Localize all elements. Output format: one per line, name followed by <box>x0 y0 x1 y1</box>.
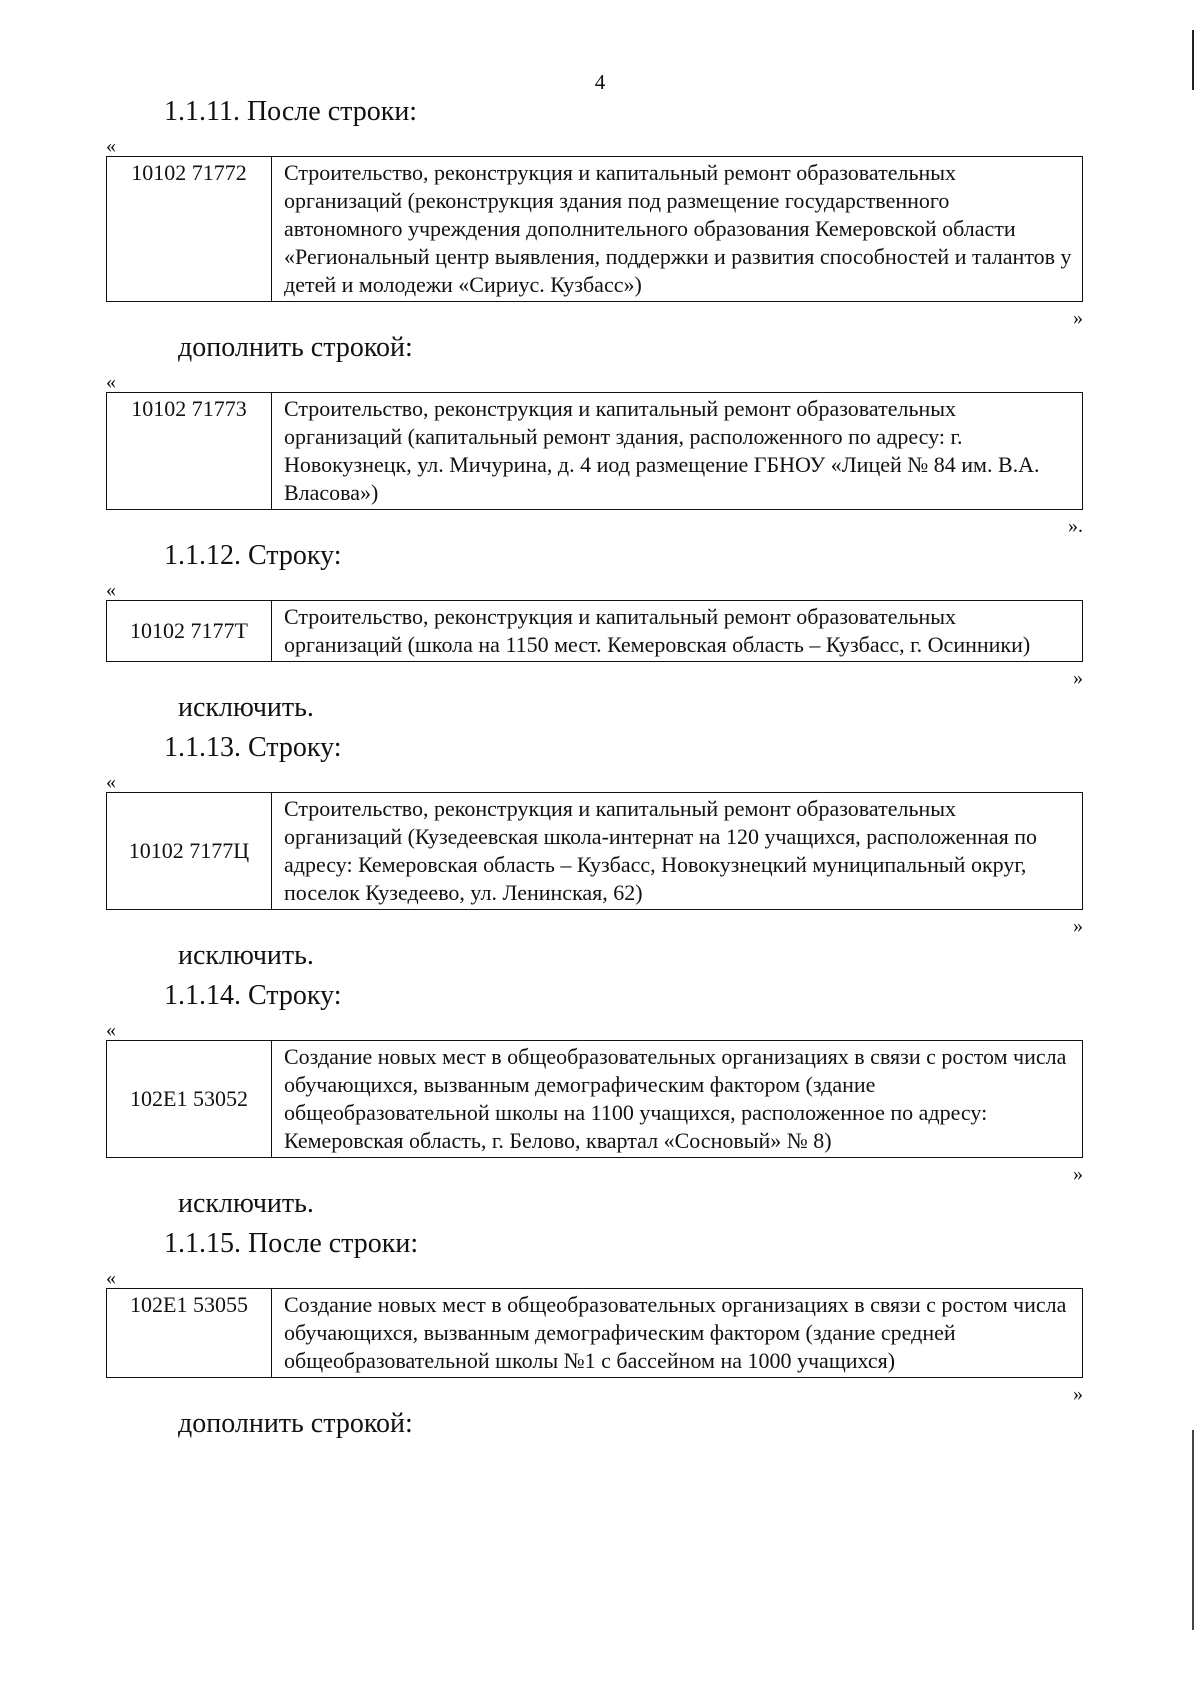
budget-code: 102Е1 53055 <box>107 1289 272 1378</box>
clause-heading: 1.1.12. Строку: <box>164 540 342 571</box>
budget-code-table <box>106 392 1083 510</box>
budget-code-table <box>106 1288 1083 1378</box>
quote-close: ». <box>1068 515 1083 537</box>
clause-heading: 1.1.15. После строки: <box>164 1228 419 1259</box>
budget-description: Создание новых мест в общеобразовательных организациях в связи с ростом числа обучающихся, вызванным демографическим фактором (здание общеобразовательной школы на 1100 учащихся, расположенное по адресу: Кемеровская область, г. Белово, квартал «Сосновый» № 8) <box>272 1041 1083 1158</box>
quote-open: « <box>106 579 116 601</box>
quote-close: » <box>1073 667 1083 689</box>
budget-description: Строительство, реконструкция и капитальный ремонт образовательных организаций (капитальный ремонт здания, расположенного по адресу: г. Новокузнецк, ул. Мичурина, д. 4 иод размещение ГБНОУ «Лицей № 84 им. В.А. Власова») <box>272 393 1083 510</box>
table-row <box>107 601 1083 662</box>
budget-description: Строительство, реконструкция и капитальный ремонт образовательных организаций (реконструкция здания под размещение государственного автономного учреждения дополнительного образования Кемеровской области «Региональный центр выявления, поддержки и развития способностей и талантов у детей и молодежи «Сириус. Кузбасс») <box>272 157 1083 302</box>
budget-code: 10102 71773 <box>107 393 272 510</box>
table-row <box>107 393 1083 510</box>
clause-action: дополнить строкой: <box>178 1408 413 1439</box>
table-row <box>107 157 1083 302</box>
budget-code: 10102 7177Ц <box>107 793 272 910</box>
clause-action: исключить. <box>178 1188 314 1219</box>
quote-close: » <box>1073 1383 1083 1405</box>
quote-open: « <box>106 135 116 157</box>
budget-code-table <box>106 1040 1083 1158</box>
budget-code-table <box>106 156 1083 302</box>
clause-action: исключить. <box>178 692 314 723</box>
page-number: 4 <box>594 70 606 94</box>
clause-heading: 1.1.14. Строку: <box>164 980 342 1011</box>
table-row <box>107 793 1083 910</box>
budget-description: Строительство, реконструкция и капитальный ремонт образовательных организаций (школа на 1150 мест. Кемеровская область – Кузбасс, г. Осинники) <box>272 601 1083 662</box>
quote-open: « <box>106 771 116 793</box>
table-row <box>107 1289 1083 1378</box>
quote-open: « <box>106 371 116 393</box>
budget-code-table <box>106 600 1083 662</box>
budget-code: 10102 7177Т <box>107 601 272 662</box>
budget-code: 10102 71772 <box>107 157 272 302</box>
quote-close: » <box>1073 1163 1083 1185</box>
quote-open: « <box>106 1019 116 1041</box>
document-body <box>106 92 1083 1444</box>
clause-action: исключить. <box>178 940 314 971</box>
budget-code-table <box>106 792 1083 910</box>
clause-heading: 1.1.11. После строки: <box>164 96 418 127</box>
table-row <box>107 1041 1083 1158</box>
clause-heading: 1.1.13. Строку: <box>164 732 342 763</box>
budget-description: Строительство, реконструкция и капитальный ремонт образовательных организаций (Кузедеевская школа-интернат на 120 учащихся, расположенная по адресу: Кемеровская область – Кузбасс, Новокузнецкий муниципальный округ, поселок Кузедеево, ул. Ленинская, 62) <box>272 793 1083 910</box>
quote-close: » <box>1073 307 1083 329</box>
budget-code: 102Е1 53052 <box>107 1041 272 1158</box>
clause-action: дополнить строкой: <box>178 332 413 363</box>
quote-open: « <box>106 1267 116 1289</box>
budget-description: Создание новых мест в общеобразовательных организациях в связи с ростом числа обучающихся, вызванным демографическим фактором (здание средней общеобразовательной школы №1 с бассейном на 1000 учащихся) <box>272 1289 1083 1378</box>
scan-edge-mark <box>1192 1430 1194 1630</box>
quote-close: » <box>1073 915 1083 937</box>
